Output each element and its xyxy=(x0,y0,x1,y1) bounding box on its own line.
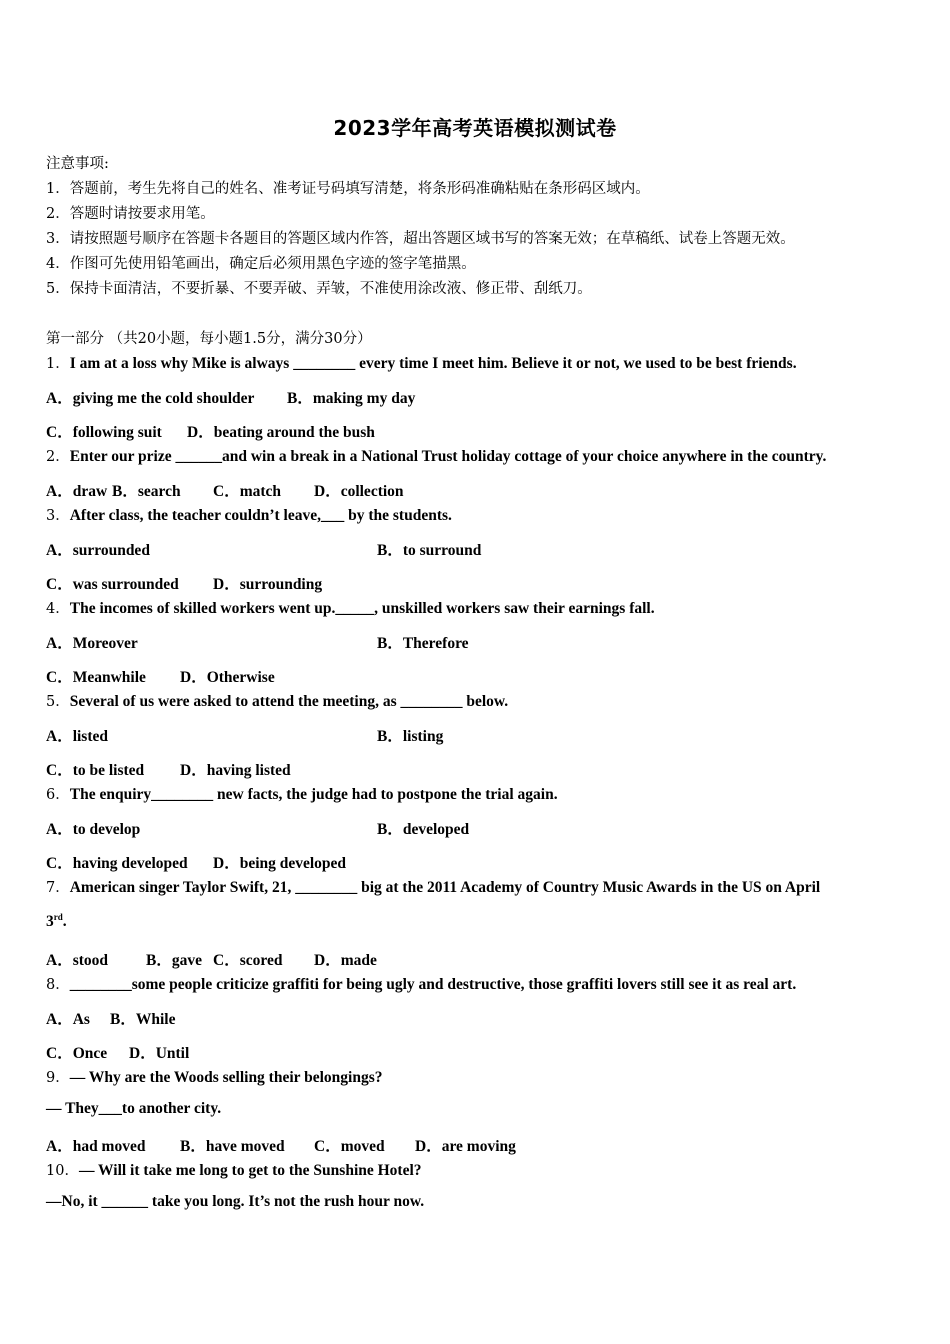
question-number: 4． xyxy=(46,601,70,617)
option-b[interactable]: B．While xyxy=(110,1011,176,1028)
question-number: 2． xyxy=(46,449,70,465)
option-c[interactable]: C．was surrounded xyxy=(46,576,179,593)
question-6 xyxy=(46,783,558,804)
question-text: Enter our prize ______and win a break in a National Trust holiday cottage of your choice anywhere in the country. xyxy=(69,448,827,465)
question-text: ________some people criticize graffiti for being ugly and destructive, those graffiti lovers still see it as real art. xyxy=(69,976,797,993)
notice-item: 3．请按照题号顺序在答题卡各题目的答题区域内作答，超出答题区域书写的答案无效；在草稿纸、试卷上答题无效。 xyxy=(46,231,795,247)
option-b[interactable]: B．listing xyxy=(377,728,444,745)
question-text: After class, the teacher couldn’t leave,___ by the students. xyxy=(69,507,452,524)
question-text: Several of us were asked to attend the meeting, as ________ below. xyxy=(69,693,509,710)
question-text: The enquiry________ new facts, the judge had to postpone the trial again. xyxy=(69,786,558,803)
option-d[interactable]: D．being developed xyxy=(213,855,347,872)
notice-heading: 注意事项: xyxy=(46,156,109,172)
question-9 xyxy=(46,1066,383,1087)
question-text: The incomes of skilled workers went up._____, unskilled workers saw their earnings fall. xyxy=(69,600,655,617)
option-b[interactable]: B．search xyxy=(112,483,181,500)
notice-item: 4．作图可先使用铅笔画出，确定后必须用黑色字迹的签字笔描黑。 xyxy=(46,256,476,272)
option-a[interactable]: A．to develop xyxy=(46,821,141,838)
question-1 xyxy=(46,352,797,373)
option-a[interactable]: A．had moved xyxy=(46,1138,146,1155)
question-7-continuation xyxy=(46,912,67,931)
option-a[interactable]: A．Moreover xyxy=(46,635,138,652)
question-text: American singer Taylor Swift, 21, ________ big at the 2011 Academy of Country Music Awards in the US on April xyxy=(69,879,821,896)
option-c[interactable]: C．match xyxy=(213,483,282,500)
question-text: — Will it take me long to get to the Sunshine Hotel? xyxy=(78,1162,422,1179)
option-b[interactable]: B．to surround xyxy=(377,542,482,559)
option-a[interactable]: A．listed xyxy=(46,728,109,745)
question-number: 10． xyxy=(46,1163,79,1179)
question-text-continued: 3 xyxy=(46,913,54,931)
question-number: 7． xyxy=(46,880,70,896)
option-c[interactable]: C．to be listed xyxy=(46,762,145,779)
option-c[interactable]: C．scored xyxy=(213,952,283,969)
superscript: rd xyxy=(53,912,63,922)
question-number: 5． xyxy=(46,694,70,710)
notice-item: 2．答题时请按要求用笔。 xyxy=(46,206,215,222)
option-a[interactable]: A．stood xyxy=(46,952,109,969)
page-title: 2023学年高考英语模拟测试卷 xyxy=(333,116,617,140)
option-d[interactable]: D．surrounding xyxy=(213,576,323,593)
option-c[interactable]: C．moved xyxy=(314,1138,385,1155)
option-c[interactable]: C．having developed xyxy=(46,855,188,872)
question-4 xyxy=(46,597,655,618)
notice-item: 5．保持卡面清洁，不要折暴、不要弄破、弄皱，不准使用涂改液、修正带、刮纸刀。 xyxy=(46,281,592,297)
question-9-reply: — They___to another city. xyxy=(46,1100,222,1117)
question-number: 1． xyxy=(46,356,70,372)
question-7 xyxy=(46,876,820,897)
option-d[interactable]: D．collection xyxy=(314,483,404,500)
option-a[interactable]: A．As xyxy=(46,1011,90,1028)
question-text-end: . xyxy=(62,913,67,931)
question-5 xyxy=(46,690,508,711)
question-2 xyxy=(46,445,826,466)
option-d[interactable]: D．made xyxy=(314,952,377,969)
question-10-reply: —No, it ______ take you long. It’s not the rush hour now. xyxy=(46,1193,425,1210)
option-a[interactable]: A．giving me the cold shoulder xyxy=(46,390,255,407)
option-d[interactable]: D．Otherwise xyxy=(180,669,275,686)
option-c[interactable]: C．Once xyxy=(46,1045,108,1062)
option-b[interactable]: B．developed xyxy=(377,821,470,838)
option-b[interactable]: B．Therefore xyxy=(377,635,469,652)
option-c[interactable]: C．following suit xyxy=(46,424,162,441)
notice-item: 1．答题前，考生先将自己的姓名、准考证号码填写清楚，将条形码准确粘贴在条形码区域内。 xyxy=(46,181,650,197)
question-number: 8． xyxy=(46,977,70,993)
question-number: 3． xyxy=(46,508,70,524)
option-b[interactable]: B．gave xyxy=(146,952,202,969)
question-number: 6． xyxy=(46,787,70,803)
question-number: 9． xyxy=(46,1070,70,1086)
option-d[interactable]: D．Until xyxy=(129,1045,190,1062)
option-a[interactable]: A．draw xyxy=(46,483,108,500)
option-b[interactable]: B．have moved xyxy=(180,1138,285,1155)
question-10 xyxy=(46,1159,422,1180)
question-text: — Why are the Woods selling their belongings? xyxy=(69,1069,383,1086)
option-d[interactable]: D．are moving xyxy=(415,1138,516,1155)
question-3 xyxy=(46,504,452,525)
option-a[interactable]: A．surrounded xyxy=(46,542,150,559)
section-heading: 第一部分 （共20小题，每小题1.5分，满分30分） xyxy=(46,331,372,347)
option-c[interactable]: C．Meanwhile xyxy=(46,669,146,686)
option-d[interactable]: D．having listed xyxy=(180,762,291,779)
question-text: I am at a loss why Mike is always ________ every time I meet him. Believe it or not, we used to be best friends. xyxy=(69,355,797,372)
option-d[interactable]: D．beating around the bush xyxy=(187,424,375,441)
question-8 xyxy=(46,973,796,994)
option-b[interactable]: B．making my day xyxy=(287,390,416,407)
